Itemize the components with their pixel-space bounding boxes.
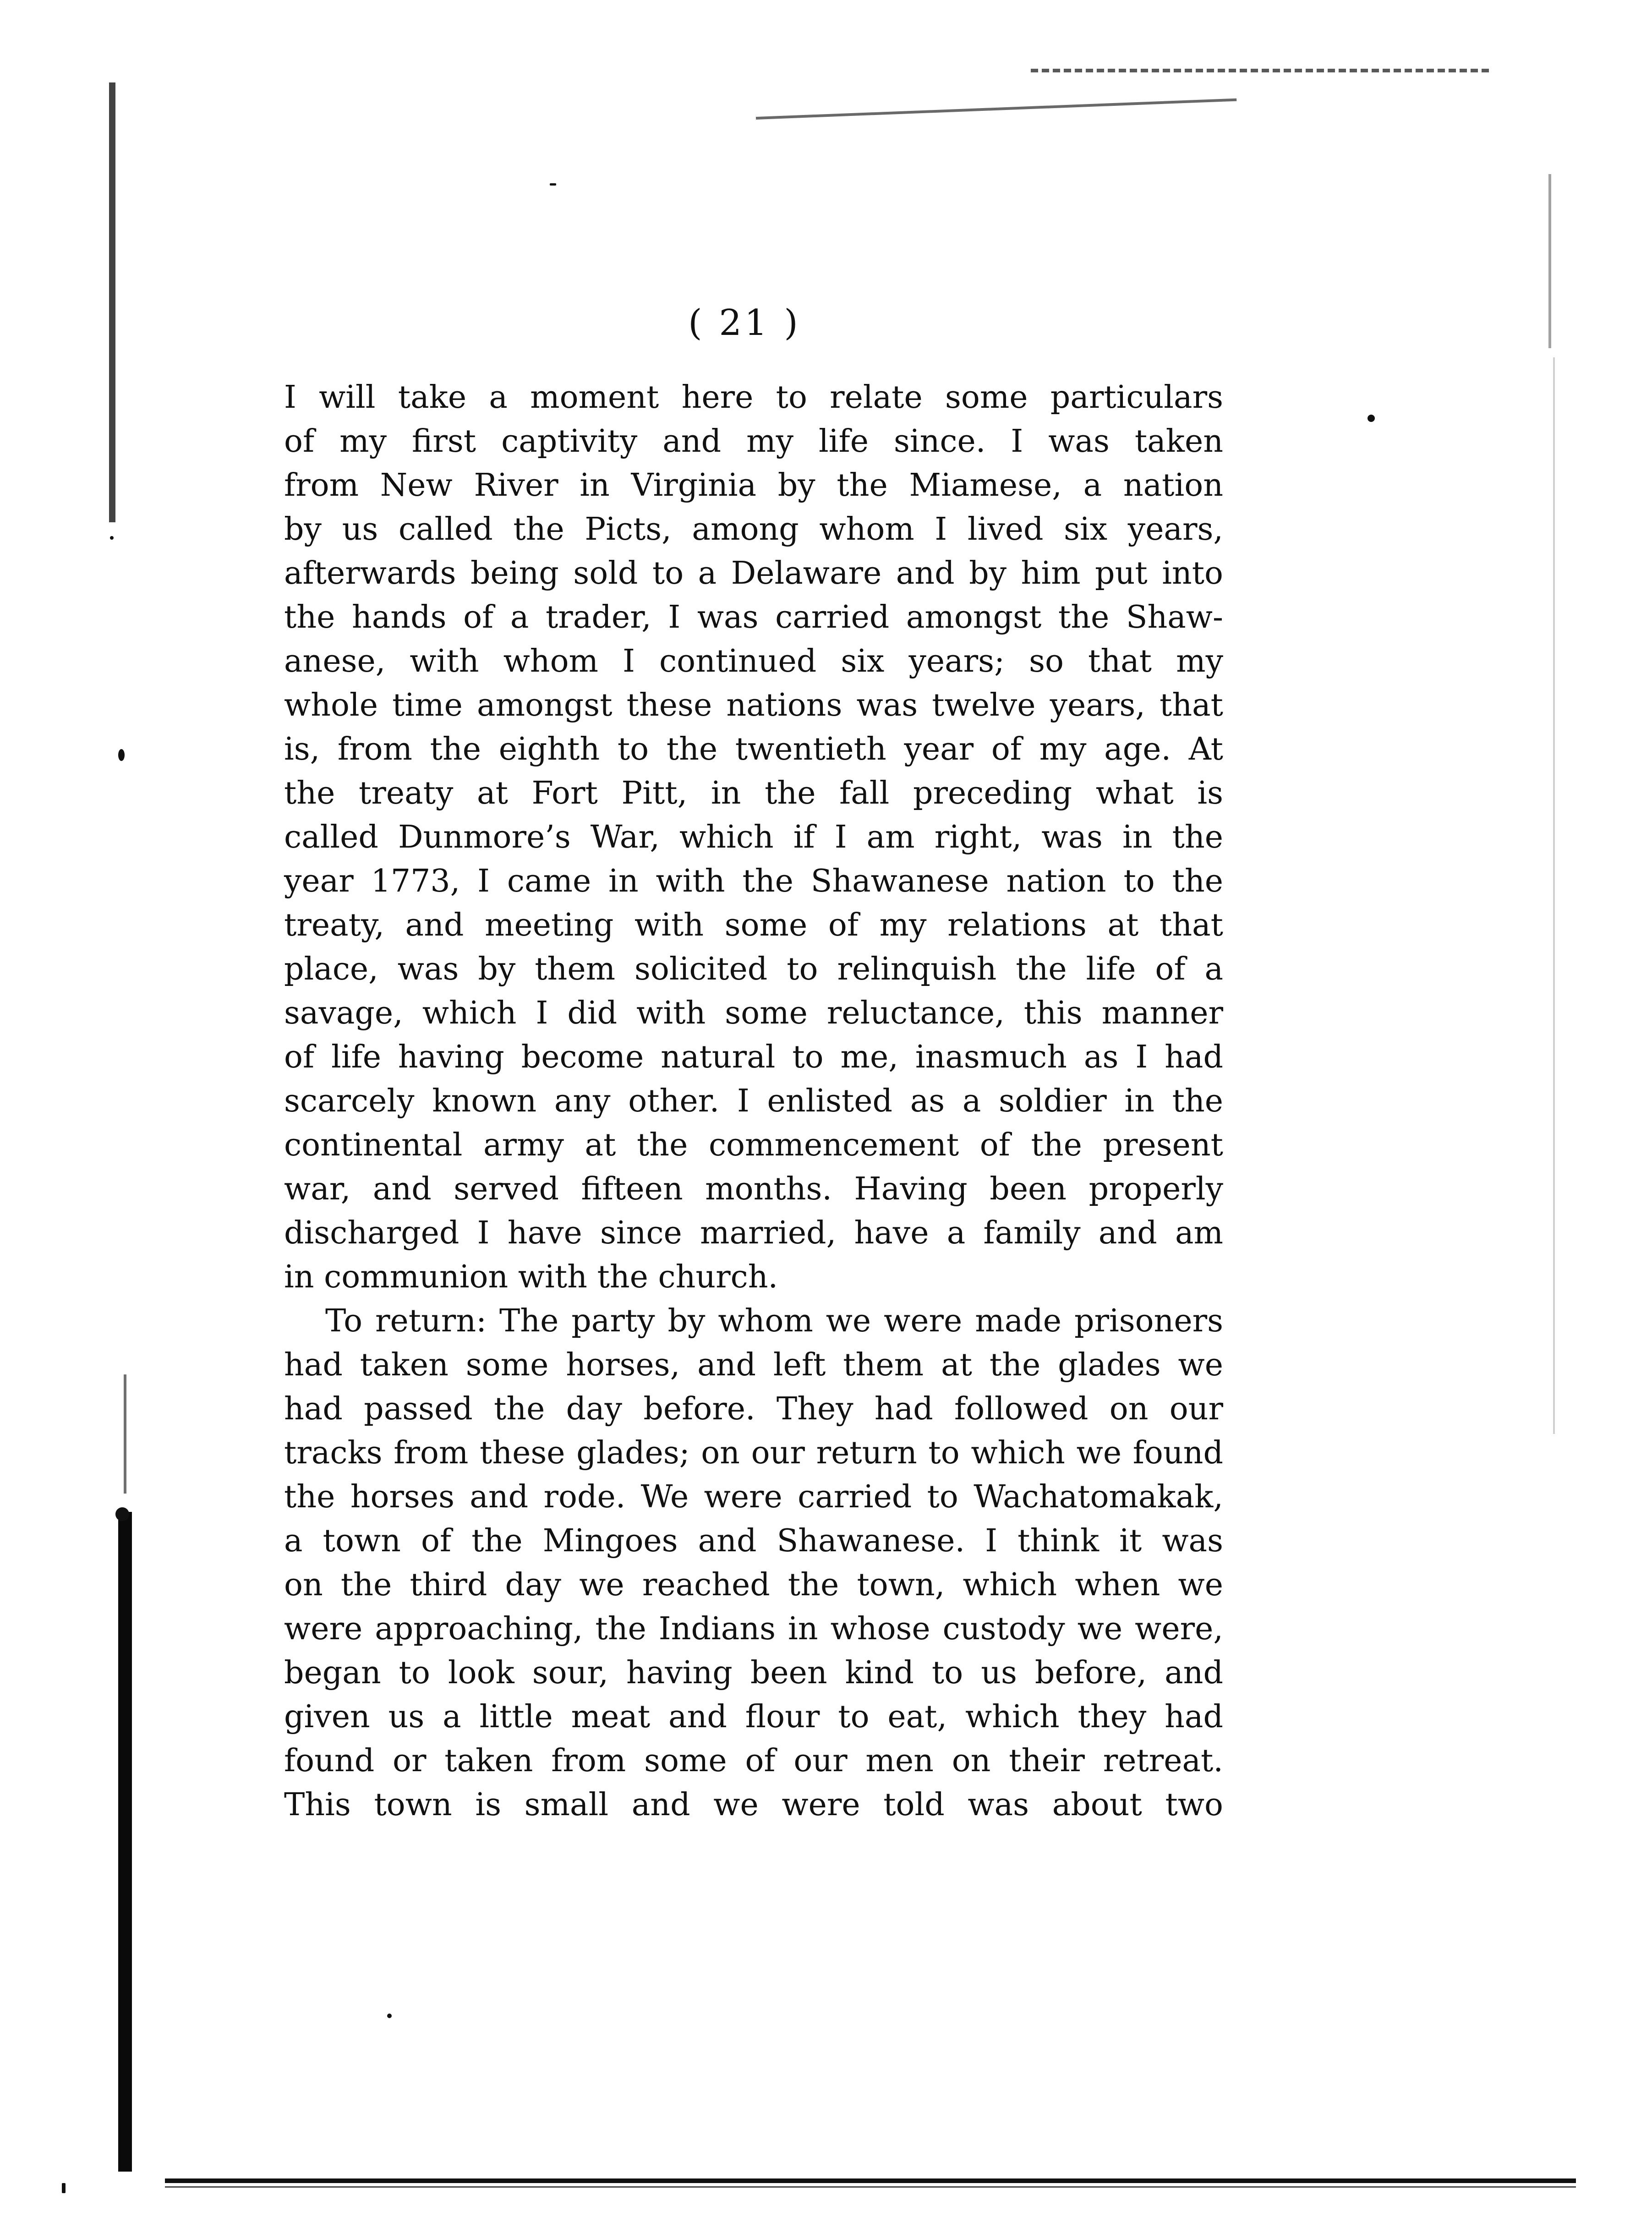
text-line: discharged I have since married, have a family and am [284,1215,1223,1251]
text-line: whole time amongst these nations was twelve years, that [284,687,1223,723]
bottom-rule [165,2186,1576,2188]
text-line: place, was by them solicited to relinquish the life of a [284,951,1223,987]
text-line: the hands of a trader, I was carried amongst the Shaw- [284,599,1223,635]
text-line: in communion with the church. [284,1259,778,1295]
text-line: found or taken from some of our men on their retreat. [284,1743,1223,1779]
text-line: is, from the eighth to the twentieth year of my age. At [284,731,1223,767]
text-line: given us a little meat and flour to eat, which they had [284,1699,1223,1735]
scan-speck [550,183,556,186]
body-text [284,376,1223,1827]
scan-smudge [756,99,1236,120]
bottom-rule [165,2178,1576,2183]
text-line: scarcely known any other. I enlisted as a soldier in the [284,1083,1223,1119]
text-line: were approaching, the Indians in whose custody we were, [284,1611,1223,1647]
text-line: year 1773, I came in with the Shawanese nation to the [284,863,1223,899]
scan-speck [387,2014,392,2018]
text-line: had passed the day before. They had followed on our [284,1391,1223,1427]
text-line: from New River in Virginia by the Miamese, a nation [284,467,1223,504]
text-line: a town of the Mingoes and Shawanese. I think it was [284,1523,1223,1559]
text-line: savage, which I did with some reluctance, this manner [284,995,1223,1031]
text-line: called Dunmore’s War, which if I am right, was in the [284,819,1223,855]
text-line: began to look sour, having been kind to us before, and [284,1655,1223,1691]
scan-speck [62,2183,66,2193]
scan-speck [115,1507,129,1521]
page-number: ( 21 ) [688,302,801,344]
text-line: This town is small and we were told was about two [284,1787,1223,1823]
text-line: by us called the Picts, among whom I lived six years, [284,511,1223,547]
scan-speck [1368,415,1375,422]
text-line: To return: The party by whom we were made prisoners [325,1303,1223,1339]
scan-speck [110,536,114,540]
text-line: anese, with whom I continued six years; so that my [284,643,1223,679]
text-line: had taken some horses, and left them at the glades we [284,1347,1223,1383]
text-line: tracks from these glades; on our return to which we found [284,1435,1223,1471]
text-line: war, and served fifteen months. Having been properly [284,1171,1223,1207]
scan-edge-mark [1553,357,1555,1434]
scan-binding-mark [124,1374,126,1494]
text-line: on the third day we reached the town, which when we [284,1567,1223,1603]
text-line: afterwards being sold to a Delaware and by him put into [284,555,1223,591]
scan-edge-mark [1548,174,1551,348]
text-line: the horses and rode. We were carried to Wachatomakak, [284,1479,1223,1515]
text-line: I will take a moment here to relate some particulars [284,379,1223,416]
scan-speck [118,749,125,761]
text-line: of my first captivity and my life since. I was taken [284,423,1223,460]
scan-smudge [1031,69,1489,76]
text-line: continental army at the commencement of the present [284,1127,1223,1163]
text-line: of life having become natural to me, inasmuch as I had [284,1039,1223,1075]
text-line: treaty, and meeting with some of my relations at that [284,907,1223,943]
scan-binding-mark [118,1512,132,2172]
text-line: the treaty at Fort Pitt, in the fall preceding what is [284,775,1223,811]
